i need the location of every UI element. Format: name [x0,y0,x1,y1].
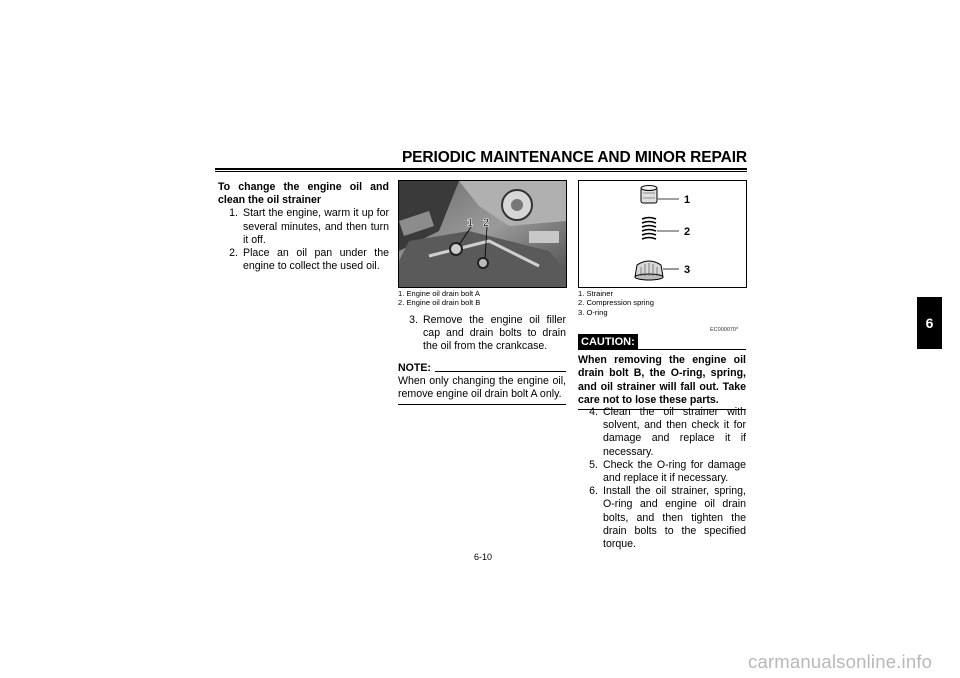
header-rule-thin [215,171,747,172]
note-rule [435,371,566,372]
figure-label-1: 1 [467,217,474,229]
figure-label-2: 2 [483,217,490,229]
caption-line: 2. Compression spring [578,298,654,308]
engine-photo-captions [398,289,565,308]
figure-label-2: 2 [684,226,691,238]
note-block [398,362,566,405]
column-3-steps [578,406,746,551]
step-text: Start the engine, warm it up for several minutes, and then turn it off. [243,207,389,246]
caption-line: 1. Strainer [578,289,614,298]
column-2-text [398,314,566,354]
step-number: 2. [229,247,238,260]
strainer-parts-figure [578,180,747,288]
column-1 [218,181,389,273]
caption-line: 3. O-ring [578,307,608,317]
engine-photo-figure [398,180,567,288]
note-label: NOTE: [398,362,431,374]
figure-label-3: 3 [684,264,691,276]
strainer-parts-captions [578,289,745,317]
watermark[interactable]: carmanualsonline.info [748,651,933,672]
reference-code: EC000070* [710,327,739,333]
step-2 [218,247,389,273]
page-title: PERIODIC MAINTENANCE AND MINOR REPAIR [401,149,747,166]
step-4 [578,406,746,459]
caution-block [578,334,746,410]
caution-label: CAUTION: [578,334,638,350]
step-text: Place an oil pan under the engine to collect the used oil. [243,247,389,273]
step-6 [578,485,746,551]
strainer-parts-illustration [579,181,746,287]
step-text: Check the O-ring for damage and replace it if necessary. [603,458,746,485]
chapter-tab[interactable]: 6 [917,297,942,349]
step-3 [398,314,566,354]
caution-rule [638,349,746,350]
engine-photo-illustration [399,181,566,287]
step-text: Remove the engine oil filler cap and drain bolts to drain the oil from the crankcase. [423,314,566,353]
step-number: 5. [589,458,598,471]
step-number: 6. [589,485,598,498]
caution-text: When removing the engine oil drain bolt B, the O-ring, spring, and oil strainer will fall out. Take care not to lose these parts. [578,354,746,406]
caption-line: 2. Engine oil drain bolt B [398,298,481,308]
header-rule [215,168,747,170]
caption-line: 1. Engine oil drain bolt A [398,289,480,298]
page-number: 6-10 [473,552,492,562]
figure-label-1: 1 [684,194,691,206]
section-heading: To change the engine oil and clean the oil strainer [218,181,389,207]
step-text: Install the oil strainer, spring, O-ring and engine oil drain bolts, and then tighten the drain bolts to the specified torque. [603,485,746,551]
step-number: 1. [229,207,238,220]
note-text: When only changing the engine oil, remove engine oil drain bolt A only. [398,375,566,401]
step-number: 4. [589,406,598,418]
step-1 [218,207,389,247]
step-number: 3. [409,314,418,326]
step-text: Clean the oil strainer with solvent, and then check it for damage and replace it if necessary. [603,406,746,458]
step-5 [578,459,746,485]
note-bottom-rule [398,404,566,405]
